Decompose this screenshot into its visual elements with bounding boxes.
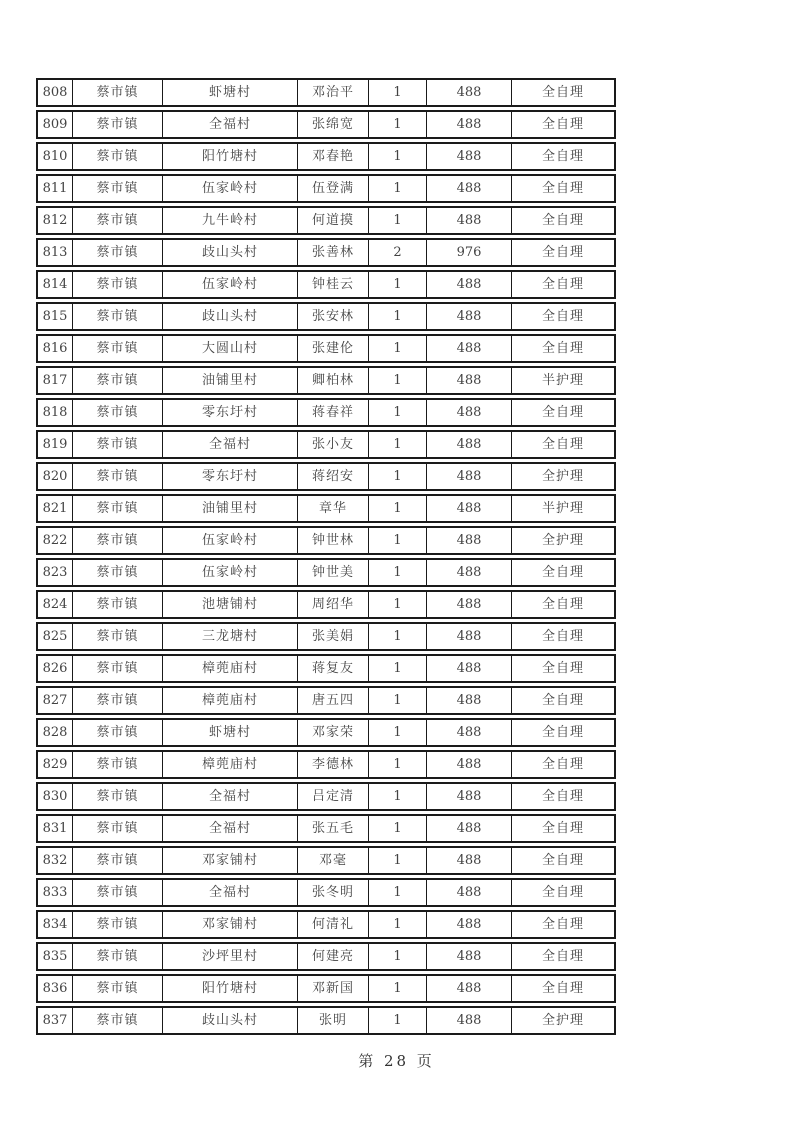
seq-cell: 823 [38,560,73,585]
seq-cell: 809 [38,112,73,137]
village-cell: 伍家岭村 [163,176,298,201]
count-cell: 1 [369,144,427,169]
person-name-cell: 张安林 [298,304,369,329]
seq-cell: 827 [38,688,73,713]
town-cell: 蔡市镇 [73,80,163,105]
table-row [36,334,616,363]
seq-cell: 834 [38,912,73,937]
seq-cell: 824 [38,592,73,617]
person-name-cell: 钟世美 [298,560,369,585]
seq-cell: 825 [38,624,73,649]
page-number: 第 28 页 [358,1052,435,1070]
seq-cell: 835 [38,944,73,969]
care-level-cell: 全自理 [541,821,584,836]
person-name-cell: 钟世林 [298,528,369,553]
village-cell: 歧山头村 [163,240,298,265]
town-cell: 蔡市镇 [73,720,163,745]
amount-cell: 488 [427,144,512,169]
person-name-cell: 吕定清 [298,784,369,809]
amount-cell: 488 [427,304,512,329]
count-cell: 2 [369,240,427,265]
village-cell: 邓家铺村 [163,912,298,937]
table-row [36,462,616,491]
amount-cell: 488 [427,1008,512,1033]
town-cell: 蔡市镇 [73,1008,163,1033]
count-cell: 1 [369,176,427,201]
town-cell: 蔡市镇 [73,240,163,265]
seq-cell: 826 [38,656,73,681]
village-cell: 阳竹塘村 [163,144,298,169]
seq-cell: 828 [38,720,73,745]
count-cell: 1 [369,624,427,649]
seq-cell: 810 [38,144,73,169]
table-row [36,302,616,331]
table-row [36,526,616,555]
seq-cell: 815 [38,304,73,329]
village-cell: 三龙塘村 [163,624,298,649]
count-cell: 1 [369,592,427,617]
village-cell: 油铺里村 [163,368,298,393]
count-cell: 1 [369,752,427,777]
count-cell: 1 [369,656,427,681]
village-cell: 全福村 [163,432,298,457]
count-cell: 1 [369,944,427,969]
amount-cell: 488 [427,912,512,937]
count-cell: 1 [369,112,427,137]
care-level-cell: 全自理 [541,885,584,900]
care-level-cell: 全自理 [541,181,584,196]
amount-cell: 488 [427,272,512,297]
table-row [36,750,616,779]
seq-cell: 821 [38,496,73,521]
care-level-cell: 全自理 [541,341,584,356]
amount-cell: 488 [427,80,512,105]
amount-cell: 488 [427,464,512,489]
village-cell: 阳竹塘村 [163,976,298,1001]
table-row [36,270,616,299]
care-level-cell: 全护理 [541,469,584,484]
person-name-cell: 张建伦 [298,336,369,361]
town-cell: 蔡市镇 [73,560,163,585]
count-cell: 1 [369,880,427,905]
seq-cell: 816 [38,336,73,361]
village-cell: 零东圩村 [163,400,298,425]
amount-cell: 488 [427,336,512,361]
care-level-cell: 全自理 [541,565,584,580]
count-cell: 1 [369,400,427,425]
village-cell: 虾塘村 [163,80,298,105]
village-cell: 全福村 [163,880,298,905]
village-cell: 樟蔸庙村 [163,688,298,713]
care-level-cell: 全自理 [541,437,584,452]
table-row [36,366,616,395]
care-level-cell: 全护理 [541,1013,584,1028]
person-name-cell: 蒋复友 [298,656,369,681]
count-cell: 1 [369,688,427,713]
table-row [36,622,616,651]
care-level-cell: 全自理 [541,757,584,772]
amount-cell: 488 [427,560,512,585]
care-level-cell: 半护理 [541,373,584,388]
town-cell: 蔡市镇 [73,848,163,873]
count-cell: 1 [369,208,427,233]
amount-cell: 488 [427,976,512,1001]
seq-cell: 832 [38,848,73,873]
amount-cell: 488 [427,400,512,425]
table-row [36,238,616,267]
village-cell: 全福村 [163,816,298,841]
seq-cell: 831 [38,816,73,841]
village-cell: 池塘铺村 [163,592,298,617]
amount-cell: 488 [427,688,512,713]
table-row [36,942,616,971]
town-cell: 蔡市镇 [73,144,163,169]
count-cell: 1 [369,496,427,521]
count-cell: 1 [369,912,427,937]
person-name-cell: 邓春艳 [298,144,369,169]
seq-cell: 833 [38,880,73,905]
seq-cell: 837 [38,1008,73,1033]
seq-cell: 817 [38,368,73,393]
village-cell: 伍家岭村 [163,272,298,297]
table-row [36,910,616,939]
seq-cell: 813 [38,240,73,265]
village-cell: 邓家铺村 [163,848,298,873]
person-name-cell: 蒋绍安 [298,464,369,489]
table-row [36,782,616,811]
person-name-cell: 张冬明 [298,880,369,905]
person-name-cell: 张明 [298,1008,369,1033]
town-cell: 蔡市镇 [73,272,163,297]
table-row [36,78,616,107]
town-cell: 蔡市镇 [73,784,163,809]
table-row [36,494,616,523]
count-cell: 1 [369,80,427,105]
count-cell: 1 [369,976,427,1001]
table-row [36,718,616,747]
person-name-cell: 张美娟 [298,624,369,649]
table-row [36,110,616,139]
care-level-cell: 全自理 [541,149,584,164]
table-row [36,974,616,1003]
town-cell: 蔡市镇 [73,496,163,521]
amount-cell: 488 [427,528,512,553]
village-cell: 沙坪里村 [163,944,298,969]
town-cell: 蔡市镇 [73,208,163,233]
town-cell: 蔡市镇 [73,464,163,489]
seq-cell: 812 [38,208,73,233]
amount-cell: 488 [427,752,512,777]
care-level-cell: 全自理 [541,789,584,804]
person-name-cell: 钟桂云 [298,272,369,297]
person-name-cell: 张五毛 [298,816,369,841]
amount-cell: 488 [427,656,512,681]
person-name-cell: 邓新国 [298,976,369,1001]
amount-cell: 488 [427,880,512,905]
amount-cell: 488 [427,208,512,233]
person-name-cell: 蒋春祥 [298,400,369,425]
town-cell: 蔡市镇 [73,656,163,681]
amount-cell: 488 [427,624,512,649]
seq-cell: 814 [38,272,73,297]
care-level-cell: 全自理 [541,949,584,964]
village-cell: 歧山头村 [163,1008,298,1033]
person-name-cell: 唐五四 [298,688,369,713]
town-cell: 蔡市镇 [73,592,163,617]
town-cell: 蔡市镇 [73,176,163,201]
person-name-cell: 张小友 [298,432,369,457]
table-row [36,878,616,907]
table-row [36,558,616,587]
town-cell: 蔡市镇 [73,688,163,713]
care-level-cell: 全自理 [541,853,584,868]
table-row [36,142,616,171]
town-cell: 蔡市镇 [73,752,163,777]
care-level-cell: 全自理 [541,725,584,740]
person-name-cell: 张善林 [298,240,369,265]
care-level-cell: 全自理 [541,277,584,292]
table-row [36,590,616,619]
village-cell: 全福村 [163,112,298,137]
count-cell: 1 [369,848,427,873]
care-level-cell: 全自理 [541,405,584,420]
count-cell: 1 [369,784,427,809]
care-level-cell: 全自理 [541,629,584,644]
person-name-cell: 周绍华 [298,592,369,617]
person-name-cell: 邓治平 [298,80,369,105]
town-cell: 蔡市镇 [73,816,163,841]
table-row [36,398,616,427]
count-cell: 1 [369,272,427,297]
village-cell: 伍家岭村 [163,560,298,585]
person-name-cell: 伍登满 [298,176,369,201]
village-cell: 全福村 [163,784,298,809]
count-cell: 1 [369,720,427,745]
amount-cell: 488 [427,944,512,969]
amount-cell: 488 [427,112,512,137]
care-level-cell: 半护理 [541,501,584,516]
amount-cell: 976 [427,240,512,265]
care-level-cell: 全自理 [541,117,584,132]
seq-cell: 829 [38,752,73,777]
village-cell: 油铺里村 [163,496,298,521]
town-cell: 蔡市镇 [73,912,163,937]
amount-cell: 488 [427,176,512,201]
care-level-cell: 全自理 [541,661,584,676]
care-level-cell: 全自理 [541,981,584,996]
amount-cell: 488 [427,432,512,457]
town-cell: 蔡市镇 [73,976,163,1001]
town-cell: 蔡市镇 [73,528,163,553]
person-name-cell: 何清礼 [298,912,369,937]
table-row [36,430,616,459]
care-level-cell: 全自理 [541,309,584,324]
village-cell: 歧山头村 [163,304,298,329]
count-cell: 1 [369,304,427,329]
subsistence-roster-table [36,78,616,1038]
seq-cell: 819 [38,432,73,457]
amount-cell: 488 [427,816,512,841]
person-name-cell: 何建亮 [298,944,369,969]
seq-cell: 818 [38,400,73,425]
amount-cell: 488 [427,720,512,745]
village-cell: 虾塘村 [163,720,298,745]
amount-cell: 488 [427,368,512,393]
village-cell: 九牛岭村 [163,208,298,233]
town-cell: 蔡市镇 [73,368,163,393]
count-cell: 1 [369,432,427,457]
town-cell: 蔡市镇 [73,304,163,329]
town-cell: 蔡市镇 [73,880,163,905]
amount-cell: 488 [427,496,512,521]
table-row [36,206,616,235]
table-row [36,1006,616,1035]
care-level-cell: 全护理 [541,533,584,548]
count-cell: 1 [369,816,427,841]
seq-cell: 820 [38,464,73,489]
amount-cell: 488 [427,848,512,873]
village-cell: 樟蔸庙村 [163,656,298,681]
amount-cell: 488 [427,592,512,617]
town-cell: 蔡市镇 [73,944,163,969]
count-cell: 1 [369,464,427,489]
person-name-cell: 邓家荣 [298,720,369,745]
town-cell: 蔡市镇 [73,624,163,649]
person-name-cell: 张绵宽 [298,112,369,137]
care-level-cell: 全自理 [541,245,584,260]
care-level-cell: 全自理 [541,597,584,612]
seq-cell: 830 [38,784,73,809]
person-name-cell: 邓毫 [298,848,369,873]
count-cell: 1 [369,368,427,393]
table-row [36,654,616,683]
village-cell: 零东圩村 [163,464,298,489]
seq-cell: 836 [38,976,73,1001]
village-cell: 伍家岭村 [163,528,298,553]
person-name-cell: 卿柏林 [298,368,369,393]
seq-cell: 822 [38,528,73,553]
table-row [36,846,616,875]
village-cell: 大圆山村 [163,336,298,361]
care-level-cell: 全自理 [541,213,584,228]
table-row [36,174,616,203]
town-cell: 蔡市镇 [73,432,163,457]
count-cell: 1 [369,1008,427,1033]
count-cell: 1 [369,528,427,553]
person-name-cell: 何道摸 [298,208,369,233]
seq-cell: 808 [38,80,73,105]
amount-cell: 488 [427,784,512,809]
village-cell: 樟蔸庙村 [163,752,298,777]
care-level-cell: 全自理 [541,693,584,708]
town-cell: 蔡市镇 [73,112,163,137]
seq-cell: 811 [38,176,73,201]
care-level-cell: 全自理 [541,85,584,100]
person-name-cell: 李德林 [298,752,369,777]
town-cell: 蔡市镇 [73,400,163,425]
town-cell: 蔡市镇 [73,336,163,361]
table-row [36,686,616,715]
count-cell: 1 [369,336,427,361]
care-level-cell: 全自理 [541,917,584,932]
count-cell: 1 [369,560,427,585]
table-row [36,814,616,843]
person-name-cell: 章华 [298,496,369,521]
